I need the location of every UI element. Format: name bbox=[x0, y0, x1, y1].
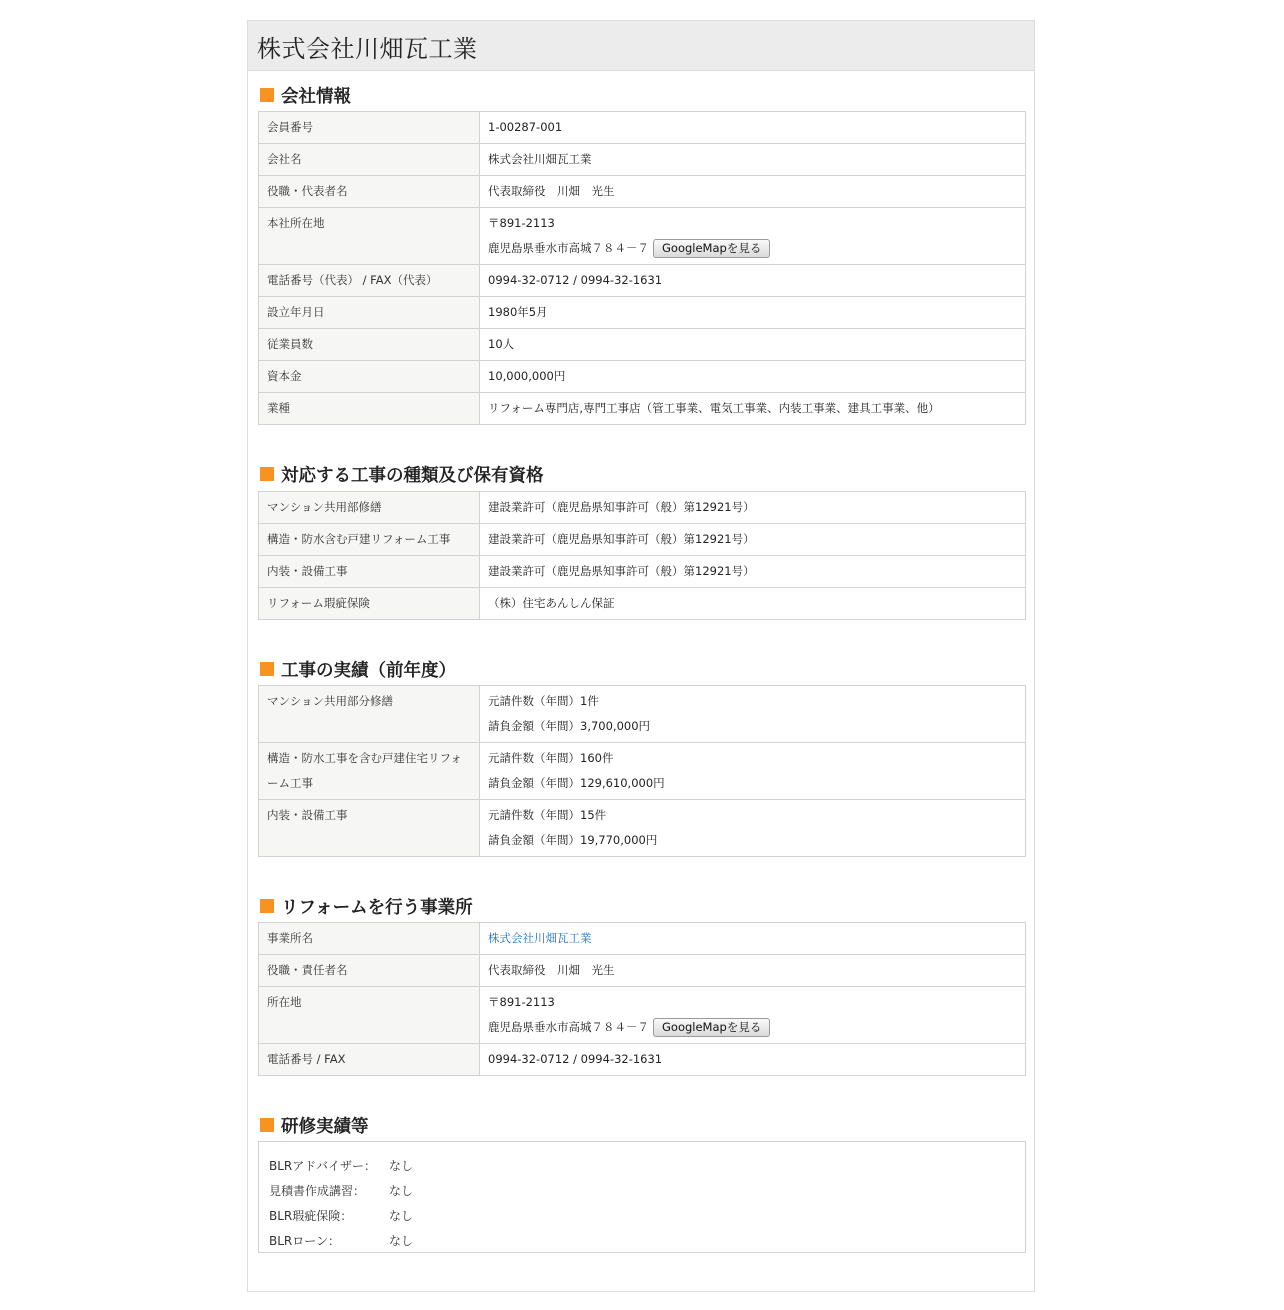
title-bar bbox=[248, 21, 1034, 71]
table-row bbox=[259, 743, 1026, 800]
row-label: 本社所在地 bbox=[259, 208, 480, 265]
qualifications-table bbox=[258, 491, 1026, 620]
training-value: なし bbox=[389, 1184, 414, 1198]
row-label: 業種 bbox=[259, 393, 480, 425]
contract-amount: 請負金額（年間）3,700,000円 bbox=[488, 719, 651, 733]
row-value: 建設業許可（鹿児島県知事許可（般）第12921号） bbox=[480, 556, 1026, 588]
postal-code: 〒891-2113 bbox=[488, 216, 555, 230]
employee-count: 10人 bbox=[480, 329, 1026, 361]
row-value bbox=[480, 800, 1026, 857]
page-title: 株式会社川畑瓦工業 bbox=[257, 35, 478, 63]
training-value: なし bbox=[389, 1234, 414, 1248]
table-row bbox=[259, 556, 1026, 588]
table-row bbox=[259, 208, 1026, 265]
orange-square-icon bbox=[260, 88, 274, 102]
office-address bbox=[480, 987, 1026, 1044]
section-results bbox=[260, 659, 456, 679]
row-label: 内装・設備工事 bbox=[259, 800, 480, 857]
row-label: マンション共用部分修繕 bbox=[259, 686, 480, 743]
table-row bbox=[259, 588, 1026, 620]
row-label: 会員番号 bbox=[259, 112, 480, 144]
company-detail-page bbox=[247, 20, 1035, 1292]
orange-square-icon bbox=[260, 1118, 274, 1132]
contract-amount: 請負金額（年間）129,610,000円 bbox=[488, 776, 665, 790]
results-table bbox=[258, 685, 1026, 857]
row-label: 会社名 bbox=[259, 144, 480, 176]
section-training bbox=[260, 1115, 369, 1135]
orange-square-icon bbox=[260, 899, 274, 913]
table-row bbox=[259, 176, 1026, 208]
row-label: 電話番号 / FAX bbox=[259, 1044, 480, 1076]
google-map-button[interactable]: GoogleMapを見る bbox=[653, 1018, 770, 1037]
row-label: 資本金 bbox=[259, 361, 480, 393]
list-item bbox=[269, 1231, 1025, 1256]
address-line bbox=[488, 1015, 1017, 1040]
row-label: 役職・責任者名 bbox=[259, 955, 480, 987]
row-label: 構造・防水工事を含む戸建住宅リフォーム工事 bbox=[259, 743, 480, 800]
table-row bbox=[259, 297, 1026, 329]
list-item bbox=[269, 1181, 1025, 1206]
row-value bbox=[480, 743, 1026, 800]
section-heading: 対応する工事の種類及び保有資格 bbox=[281, 465, 544, 486]
address-line bbox=[488, 236, 1017, 261]
table-row bbox=[259, 686, 1026, 743]
table-row bbox=[259, 144, 1026, 176]
row-label: 電話番号（代表） / FAX（代表） bbox=[259, 265, 480, 297]
company-name: 株式会社川畑瓦工業 bbox=[480, 144, 1026, 176]
postal-code: 〒891-2113 bbox=[488, 995, 555, 1009]
training-label: BLR瑕疵保険： bbox=[269, 1209, 353, 1223]
row-value: 建設業許可（鹿児島県知事許可（般）第12921号） bbox=[480, 492, 1026, 524]
row-value: （株）住宅あんしん保証 bbox=[480, 588, 1026, 620]
section-heading: リフォームを行う事業所 bbox=[281, 897, 473, 918]
phone-fax: 0994-32-0712 / 0994-32-1631 bbox=[480, 1044, 1026, 1076]
row-value bbox=[480, 923, 1026, 955]
orange-square-icon bbox=[260, 467, 274, 481]
table-row bbox=[259, 492, 1026, 524]
table-row bbox=[259, 265, 1026, 297]
business-type: リフォーム専門店,専門工事店（管工事業、電気工事業、内装工事業、建具工事業、他） bbox=[480, 393, 1026, 425]
head-office-address bbox=[480, 208, 1026, 265]
contract-count: 元請件数（年間）15件 bbox=[488, 808, 607, 822]
section-heading: 工事の実績（前年度） bbox=[281, 660, 456, 681]
row-label: マンション共用部修繕 bbox=[259, 492, 480, 524]
offices-table bbox=[258, 922, 1026, 1076]
training-box bbox=[258, 1141, 1026, 1253]
table-row bbox=[259, 800, 1026, 857]
row-label: 所在地 bbox=[259, 987, 480, 1044]
row-label: リフォーム瑕疵保険 bbox=[259, 588, 480, 620]
table-row bbox=[259, 987, 1026, 1044]
orange-square-icon bbox=[260, 662, 274, 676]
contract-count: 元請件数（年間）160件 bbox=[488, 751, 614, 765]
row-label: 従業員数 bbox=[259, 329, 480, 361]
office-name-link[interactable]: 株式会社川畑瓦工業 bbox=[488, 931, 592, 945]
table-row bbox=[259, 329, 1026, 361]
row-label: 構造・防水含む戸建リフォーム工事 bbox=[259, 524, 480, 556]
list-item bbox=[269, 1156, 1025, 1181]
table-row bbox=[259, 393, 1026, 425]
member-number: 1-00287-001 bbox=[480, 112, 1026, 144]
table-row bbox=[259, 923, 1026, 955]
table-row bbox=[259, 112, 1026, 144]
google-map-button[interactable]: GoogleMapを見る bbox=[653, 239, 770, 258]
section-heading: 会社情報 bbox=[281, 86, 351, 107]
table-row bbox=[259, 361, 1026, 393]
capital: 10,000,000円 bbox=[480, 361, 1026, 393]
row-label: 役職・代表者名 bbox=[259, 176, 480, 208]
address-text: 鹿児島県垂水市高城７８４－７ bbox=[488, 241, 649, 255]
address-text: 鹿児島県垂水市高城７８４－７ bbox=[488, 1020, 649, 1034]
table-row bbox=[259, 955, 1026, 987]
manager-name: 代表取締役 川畑 光生 bbox=[480, 955, 1026, 987]
representative-name: 代表取締役 川畑 光生 bbox=[480, 176, 1026, 208]
row-label: 設立年月日 bbox=[259, 297, 480, 329]
section-offices bbox=[260, 896, 473, 916]
row-label: 内装・設備工事 bbox=[259, 556, 480, 588]
training-value: なし bbox=[389, 1159, 414, 1173]
contract-count: 元請件数（年間）1件 bbox=[488, 694, 599, 708]
company-info-table bbox=[258, 111, 1026, 425]
row-value: 建設業許可（鹿児島県知事許可（般）第12921号） bbox=[480, 524, 1026, 556]
phone-fax: 0994-32-0712 / 0994-32-1631 bbox=[480, 265, 1026, 297]
table-row bbox=[259, 1044, 1026, 1076]
training-value: なし bbox=[389, 1209, 414, 1223]
section-qualifications bbox=[260, 464, 544, 484]
row-label: 事業所名 bbox=[259, 923, 480, 955]
established-date: 1980年5月 bbox=[480, 297, 1026, 329]
section-heading: 研修実績等 bbox=[281, 1116, 369, 1137]
contract-amount: 請負金額（年間）19,770,000円 bbox=[488, 833, 658, 847]
training-label: 見積書作成講習： bbox=[269, 1184, 366, 1198]
row-value bbox=[480, 686, 1026, 743]
list-item bbox=[269, 1206, 1025, 1231]
training-label: BLRローン： bbox=[269, 1234, 341, 1248]
section-company-info bbox=[260, 85, 351, 105]
training-label: BLRアドバイザー： bbox=[269, 1159, 377, 1173]
table-row bbox=[259, 524, 1026, 556]
